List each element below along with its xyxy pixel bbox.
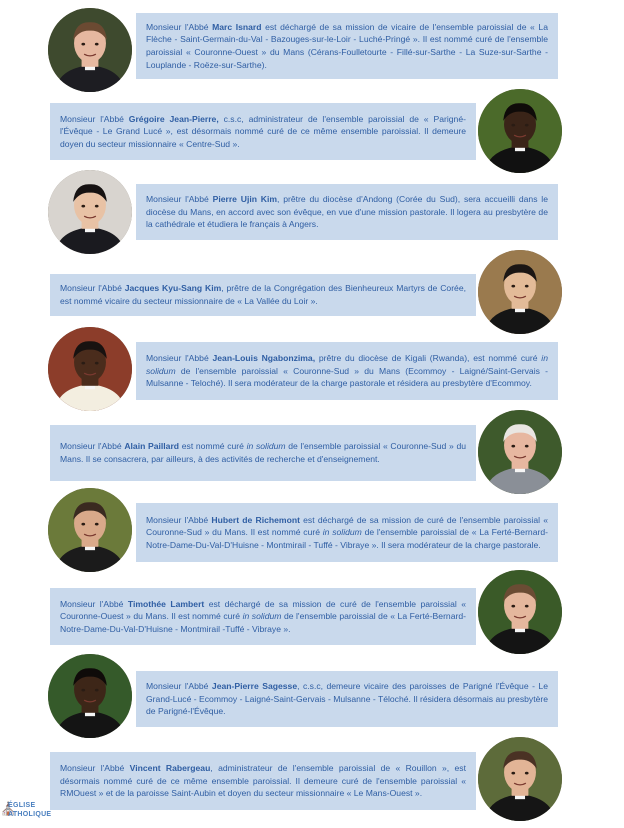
entry-title: Monsieur l'Abbé bbox=[146, 353, 213, 364]
priest-name: Marc Isnard bbox=[212, 21, 262, 32]
priest-name: Hubert de Richemont bbox=[211, 514, 300, 525]
priest-name: Grégoire Jean-Pierre, bbox=[128, 113, 219, 124]
portrait-photo bbox=[478, 410, 562, 494]
appointment-text bbox=[50, 752, 476, 810]
entry-description: , administrateur de l'ensemble paroissial de « Rouillon », est désormais nommé curé de ce même ensemble paroissial. Il demeure curé de l'ensemble paroissial « RMOuest » et de la paroisse Saint-Aubin et doyen du secteur missionnaire « Le Mans-Ouest ». bbox=[60, 763, 466, 799]
priest-name: Alain Paillard bbox=[124, 441, 180, 452]
portrait-photo bbox=[48, 654, 132, 738]
appointment-text bbox=[50, 103, 476, 160]
appointment-text bbox=[50, 425, 476, 481]
entry-description: est nommé curé in solidum de l'ensemble paroissial « Couronne-Sud » du Mans. Il se consacrera, par ailleurs, à des activités de recherche et d'enseignement. bbox=[60, 441, 466, 464]
entry-title: Monsieur l'Abbé bbox=[60, 441, 125, 452]
entry-title: Monsieur l'Abbé bbox=[146, 681, 212, 692]
entry-description: est déchargé de sa mission de curé de l'ensemble paroissial « Couronne-Ouest » du Mans. Il est nommé curé in solidum de l'ensemble paroissial de « La Ferté-Bernard-Notre-Dame-Du-Val-D'Huisne - Montmirail -Tuffé - Vibraye ». bbox=[60, 598, 466, 634]
entry-title: Monsieur l'Abbé bbox=[60, 763, 130, 774]
logo-line-1: ÉGLISE bbox=[8, 802, 36, 809]
portrait-photo bbox=[48, 8, 132, 92]
entry-description: , c.s.c, demeure vicaire des paroisses de Parigné l'Évêque - Le Grand-Lucé - Ecommoy - Laigné-Saint-Gervais - Mulsanne - Téloché. Il résidera désormais au presbytère de Parigné-l'Évêque. bbox=[146, 681, 549, 717]
priest-name: Jean-Pierre Sagesse bbox=[211, 681, 298, 692]
church-logo bbox=[0, 797, 52, 827]
portrait-photo bbox=[48, 488, 132, 572]
priest-name: Jean-Louis Ngabonzima, bbox=[212, 353, 316, 364]
logo-line-2: ATHOLIQUE bbox=[8, 811, 52, 818]
entry-description: est déchargé de sa mission de curé de l'ensemble paroissial « Couronne-Sud » du Mans. Il est nommé curé in solidum de l'ensemble paroissial de « La Ferté-Bernard-Notre-Dame-Du-Val-D'Huisne - Montmirail - Tuffé - Vibraye ». Il sera modérateur de la charge pastorale. bbox=[146, 514, 548, 550]
priest-name: Pierre Ujin Kim bbox=[212, 194, 278, 205]
entry-title: Monsieur l'Abbé bbox=[60, 283, 125, 294]
entry-description: , prêtre du diocèse d'Andong (Corée du Sud), sera accueilli dans le diocèse du Mans, en accord avec son évêque, en vue d'une mission pastorale. Il logera au presbytère de la cathédrale et étudiera le français à Angers. bbox=[146, 194, 548, 230]
appointment-text bbox=[50, 588, 476, 645]
portrait-photo bbox=[478, 89, 562, 173]
portrait-photo bbox=[478, 737, 562, 821]
priest-name: Vincent Rabergeau bbox=[129, 763, 211, 774]
entry-description: prêtre du diocèse de Kigali (Rwanda), est nommé curé in solidum de l'ensemble paroissial « Couronne-Sud » du Mans (Ecommoy - Laigné/Saint-Gervais - Mulsanne - Teloché). Il sera modérateur de la charge pastorale et résidera au presbytère d'Ecommoy. bbox=[146, 353, 548, 389]
entry-description: est déchargé de sa mission de vicaire de l'ensemble paroissial de « La Flèche - Saint-Germain-du-Val - Bazouges-sur-le-Loir - Luché-Pringé ». Il est nommé curé de l'ensemble paroissial « Couronne-Ouest » du Mans (Cérans-Foulletourte - Fillé-sur-Sarthe - La Suze-sur-Sarthe - Louplande - Roëze-sur-Sarthe). bbox=[146, 21, 548, 70]
entry-title: Monsieur l'Abbé bbox=[146, 21, 213, 32]
entry-description: c.s.c, administrateur de l'ensemble paroissial de « Parigné-l'Évêque - Le Grand Lucé », est désormais nommé curé de ce même ensemble paroissial. Il demeure doyen du secteur missionnaire « Centre-Sud ». bbox=[60, 113, 466, 149]
priest-name: Jacques Kyu-Sang Kim bbox=[124, 283, 222, 294]
appointment-text bbox=[136, 184, 558, 240]
appointment-text bbox=[136, 13, 558, 79]
appointment-text bbox=[136, 671, 558, 727]
portrait-photo bbox=[478, 570, 562, 654]
church-logo-icon: ⛪ bbox=[0, 801, 17, 816]
entry-description: , prêtre de la Congrégation des Bienheureux Martyrs de Corée, est nommé vicaire du secteur missionnaire de « La Vallée du Loir ». bbox=[60, 283, 466, 306]
entry-title: Monsieur l'Abbé bbox=[146, 514, 212, 525]
portrait-photo bbox=[48, 170, 132, 254]
appointment-text bbox=[50, 274, 476, 316]
entry-title: Monsieur l'Abbé bbox=[60, 598, 128, 609]
appointment-text bbox=[136, 503, 558, 562]
portrait-photo bbox=[478, 250, 562, 334]
appointment-text bbox=[136, 342, 558, 400]
entry-title: Monsieur l'Abbé bbox=[146, 194, 213, 205]
priest-name: Timothée Lambert bbox=[127, 598, 205, 609]
portrait-photo bbox=[48, 327, 132, 411]
entry-title: Monsieur l'Abbé bbox=[60, 113, 129, 124]
